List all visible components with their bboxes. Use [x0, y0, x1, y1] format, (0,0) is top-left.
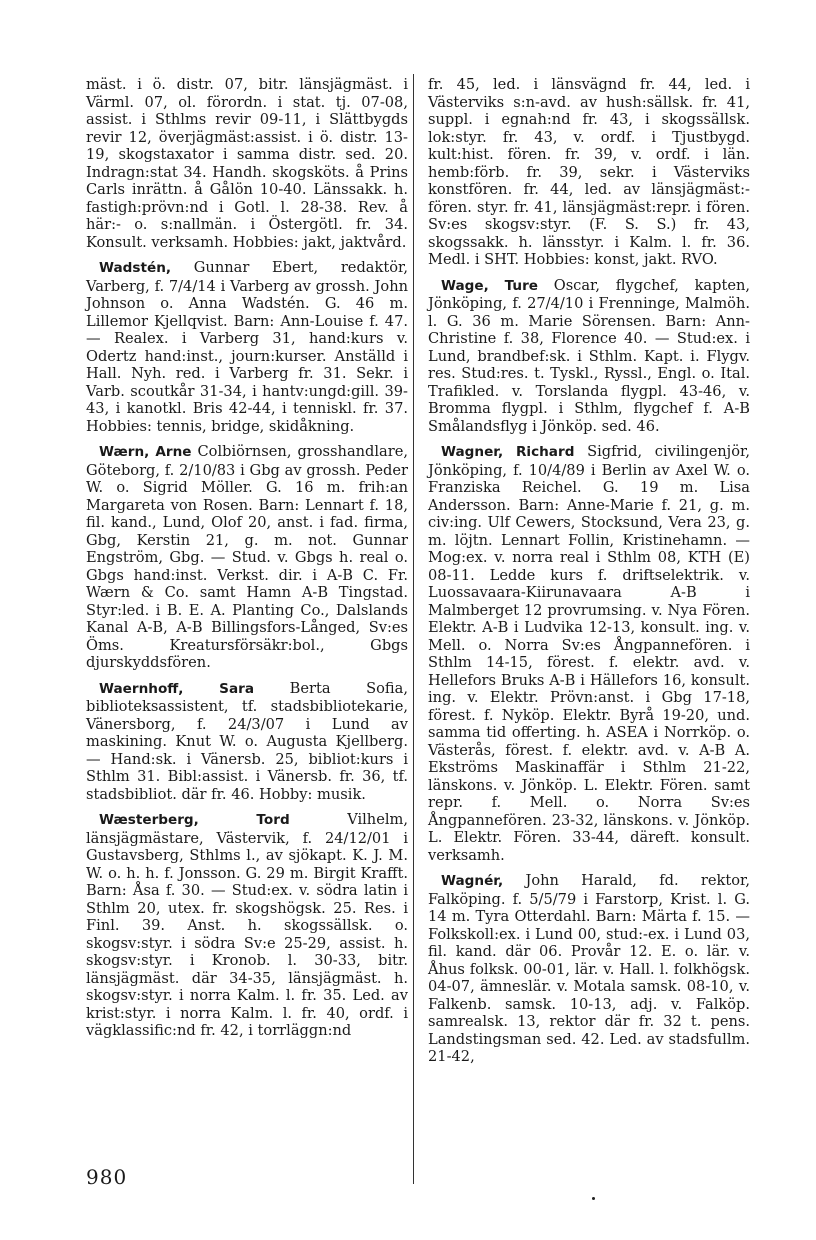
- biography-entry: [86, 811, 408, 1040]
- entry-name: Waernhoff, Sara: [99, 680, 255, 697]
- entry-text: mäst. i ö. distr. 07, bitr. länsjägmäst. i Värml. 07, ol. förordn. i stat. tj. 07-08, assist. i Sthlms revir 09-11, i Slättbygds revir 12, överjägmäst:assist. i ö. distr. 13-19, skogstaxator i samma distr. sed. 20. Indragn:stat 34. Handh. skogsköts. å Prins Carls inrättn. å Gålön 10-40. Länssakk. h. fastigh:prövn:nd i Gotl. l. 28-38. Rev. å här:- o. s:nallmän. i Östergötl. fr. 34. Konsult. verksamh. Hobbies: jakt, jaktvård.: [86, 76, 408, 251]
- left-column: [86, 76, 408, 1048]
- entry-text: Sigfrid, civilingenjör, Jönköping, f. 10/4/89 i Berlin av Axel W. o. Franziska Reichel. G. 19 m. Lisa Andersson. Barn: Anne-Marie f. 21, g. m. civ:ing. Ulf Cewers, Stocksund, Vera 23, g. m. löjtn. Lennart Follin, Kristinehamn. — Mog:ex. v. norra real i Sthlm 08, KTH (E) 08-11. Ledde kurs f. driftselektrik. v. Luossavaara-Kiirunavaara A-B i Malmberget 12 provrumsing. v. Nya Fören. Elektr. A-B i Ludvika 12-13, konsult. ing. v. Mell. o. Norra Sv:es Ångpannefören. i Sthlm 14-15, förest. f. elektr. avd. v. Hellefors Bruks A-B i Hällefors 16, konsult. ing. v. Elektr. Prövn:anst. i Gbg 17-18, förest. f. Nyköp. Elektr. Byrå 19-20, und. samma tid offerting. h. ASEA i Norrköp. o. Västerås, förest. f. elektr. avd. v. A-B A. Ekströms Maskinaffär i Sthlm 21-22, länskons. v. Jönköp. L. Elektr. Fören. samt repr. f. Mell. o. Norra Sv:es Ångpannefören. 23-32, länskons. v. Jönköp. L. Elektr. Fören. 33-44, däreft. konsult. verksamh.: [428, 443, 750, 864]
- biography-entry: [86, 259, 408, 435]
- biography-entry: [428, 443, 750, 864]
- entry-name: Wadstén,: [99, 260, 172, 276]
- entry-text: Berta Sofia, biblioteksassistent, tf. stadsbibliotekarie, Vänersborg, f. 24/3/07 i Lund av maskining. Knut W. o. Augusta Kjellberg. — Hand:sk. i Vänersb. 25, bibliot:kurs i Sthlm 31. Bibl:assist. i Vänersb. fr. 36, tf. stadsbibliot. där fr. 46. Hobby: musik.: [86, 679, 408, 803]
- entry-name: Wagner, Richard: [441, 444, 575, 460]
- entry-name: Wage, Ture: [441, 277, 538, 294]
- biography-entry: [428, 76, 750, 269]
- entry-text: redaktör, Varberg, f. 7/4/14 i Varberg av grossh. John Johnson o. Anna Wadstén. G. 46 m. Lillemor Kjellqvist. Barn: Ann-Louise f. 47. — Realex. i Varberg 31, hand:kurs v. Odertz hand:inst., journ:kurser. Anställd i Hall. Nyh. red. i Varberg fr. 31. Sekr. i Varb. scoutkår 31-34, i hantv:ungd:gill. 39-43, i kanotkl. Bris 42-44, i tenniskl. fr. 37. Hobbies: tennis, bridge, skidåkning.: [86, 259, 408, 435]
- entry-name: Wærn, Arne: [99, 444, 192, 460]
- entry-given-names: John Harald,: [503, 872, 637, 889]
- entry-text: Vilhelm, länsjägmästare, Västervik, f. 24/12/01 i Gustavsberg, Sthlms l., av sjökapt. K. J. M. W. o. h. h. f. Jonsson. G. 29 m. Birgit Krafft. Barn: Åsa f. 30. — Stud:ex. v. södra latin i Sthlm 20, utex. fr. skogshögsk. 25. Res. i Finl. 39. Anst. h. skogssällsk. o. skogsv:styr. i södra Sv:e 25-29, assist. h. skogsv:styr. i Kronob. l. 30-33, bitr. länsjägmäst. där 34-35, länsjägmäst. h. skogsv:styr. i norra Kalm. l. fr. 35. Led. av krist:styr. i norra Kalm. l. fr. 40, ordf. i vägklassific:nd fr. 42, i torrläggn:nd: [86, 811, 408, 1039]
- entry-text: fd. rektor, Falköping. f. 5/5/79 i Farstorp, Krist. l. G. 14 m. Tyra Otterdahl. Barn: Märta f. 15. — Folkskoll:ex. i Lund 00, stud:-ex. i Lund 03, fil. kand. där 06. Provår 12. E. o. lär. v. Åhus folksk. 00-01, lär. v. Hall. l. folkhögsk. 04-07, ämneslär. v. Motala samsk. 08-10, v. Falkenb. samsk. 10-13, adj. v. Falköp. samrealsk. 13, rektor där fr. 32 t. pens. Landstingsman sed. 42. Led. av stadsfullm. 21-42,: [428, 872, 750, 1065]
- biography-entry: [86, 76, 408, 251]
- entry-text: Colbiörnsen, grosshandlare, Göteborg, f. 2/10/83 i Gbg av grossh. Peder W. o. Sigrid Möller. G. 16 m. frih:an Margareta von Rosen. Barn: Lennart f. 18, fil. kand., Lund, Olof 20, anst. i fad. firma, Gbg, Kerstin 21, g. m. not. Gunnar Engström, Gbg. — Stud. v. Gbgs h. real o. Gbgs hand:inst. Verkst. dir. i A-B C. Fr. Wærn & Co. samt Hamn A-B Tingstad. Styr:led. i B. E. A. Planting Co., Dalslands Kanal A-B, A-B Billingsfors-Långed, Sv:es Öms. Kreatursförsäkr:bol., Gbgs djurskyddsfören.: [86, 443, 408, 671]
- biography-entry: [86, 443, 408, 672]
- biography-entry: [86, 680, 408, 804]
- print-speck: [592, 1197, 595, 1200]
- page-number: 980: [86, 1165, 128, 1189]
- entry-name: Wagnér,: [441, 873, 504, 889]
- right-column: [428, 76, 750, 1074]
- entry-name: Wæsterberg, Tord: [99, 812, 290, 828]
- biography-entry: [428, 277, 750, 436]
- biography-entry: [428, 872, 750, 1066]
- entry-text: Oscar, flygchef, kapten, Jönköping, f. 27/4/10 i Frenninge, Malmöh. l. G. 36 m. Marie Sörensen. Barn: Ann-Christine f. 38, Florence 40. — Stud:ex. i Lund, brandbef:sk. i Sthlm. Kapt. i. Flygv. res. Stud:res. t. Tyskl., Ryssl., Engl. o. Ital. Trafikled. v. Torslanda flygpl. 43-46, v. Bromma flygpl. i Sthlm, flygchef f. A-B Smålandsflyg i Jönköp. sed. 46.: [428, 276, 750, 435]
- entry-text: fr. 45, led. i länsvägnd fr. 44, led. i Västerviks s:n-avd. av hush:sällsk. fr. 41, suppl. i egnah:nd fr. 43, i skogssällsk. lok:styr. fr. 43, v. ordf. i Tjustbygd. kult:hist. fören. fr. 39, v. ordf. i län. hemb:förb. fr. 39, sekr. i Västerviks konstfören. fr. 44, led. av länsjägmäst:-fören. styr. fr. 41, länsjägmäst:repr. i fören. Sv:es skogsv:styr. (F. S. S.) fr. 43, skogssakk. h. länsstyr. i Kalm. l. fr. 36. Medl. i SHT. Hobbies: konst, jakt. RVO.: [428, 76, 750, 268]
- entry-given-names: Gunnar Ebert,: [171, 259, 319, 276]
- column-divider: [413, 74, 414, 1184]
